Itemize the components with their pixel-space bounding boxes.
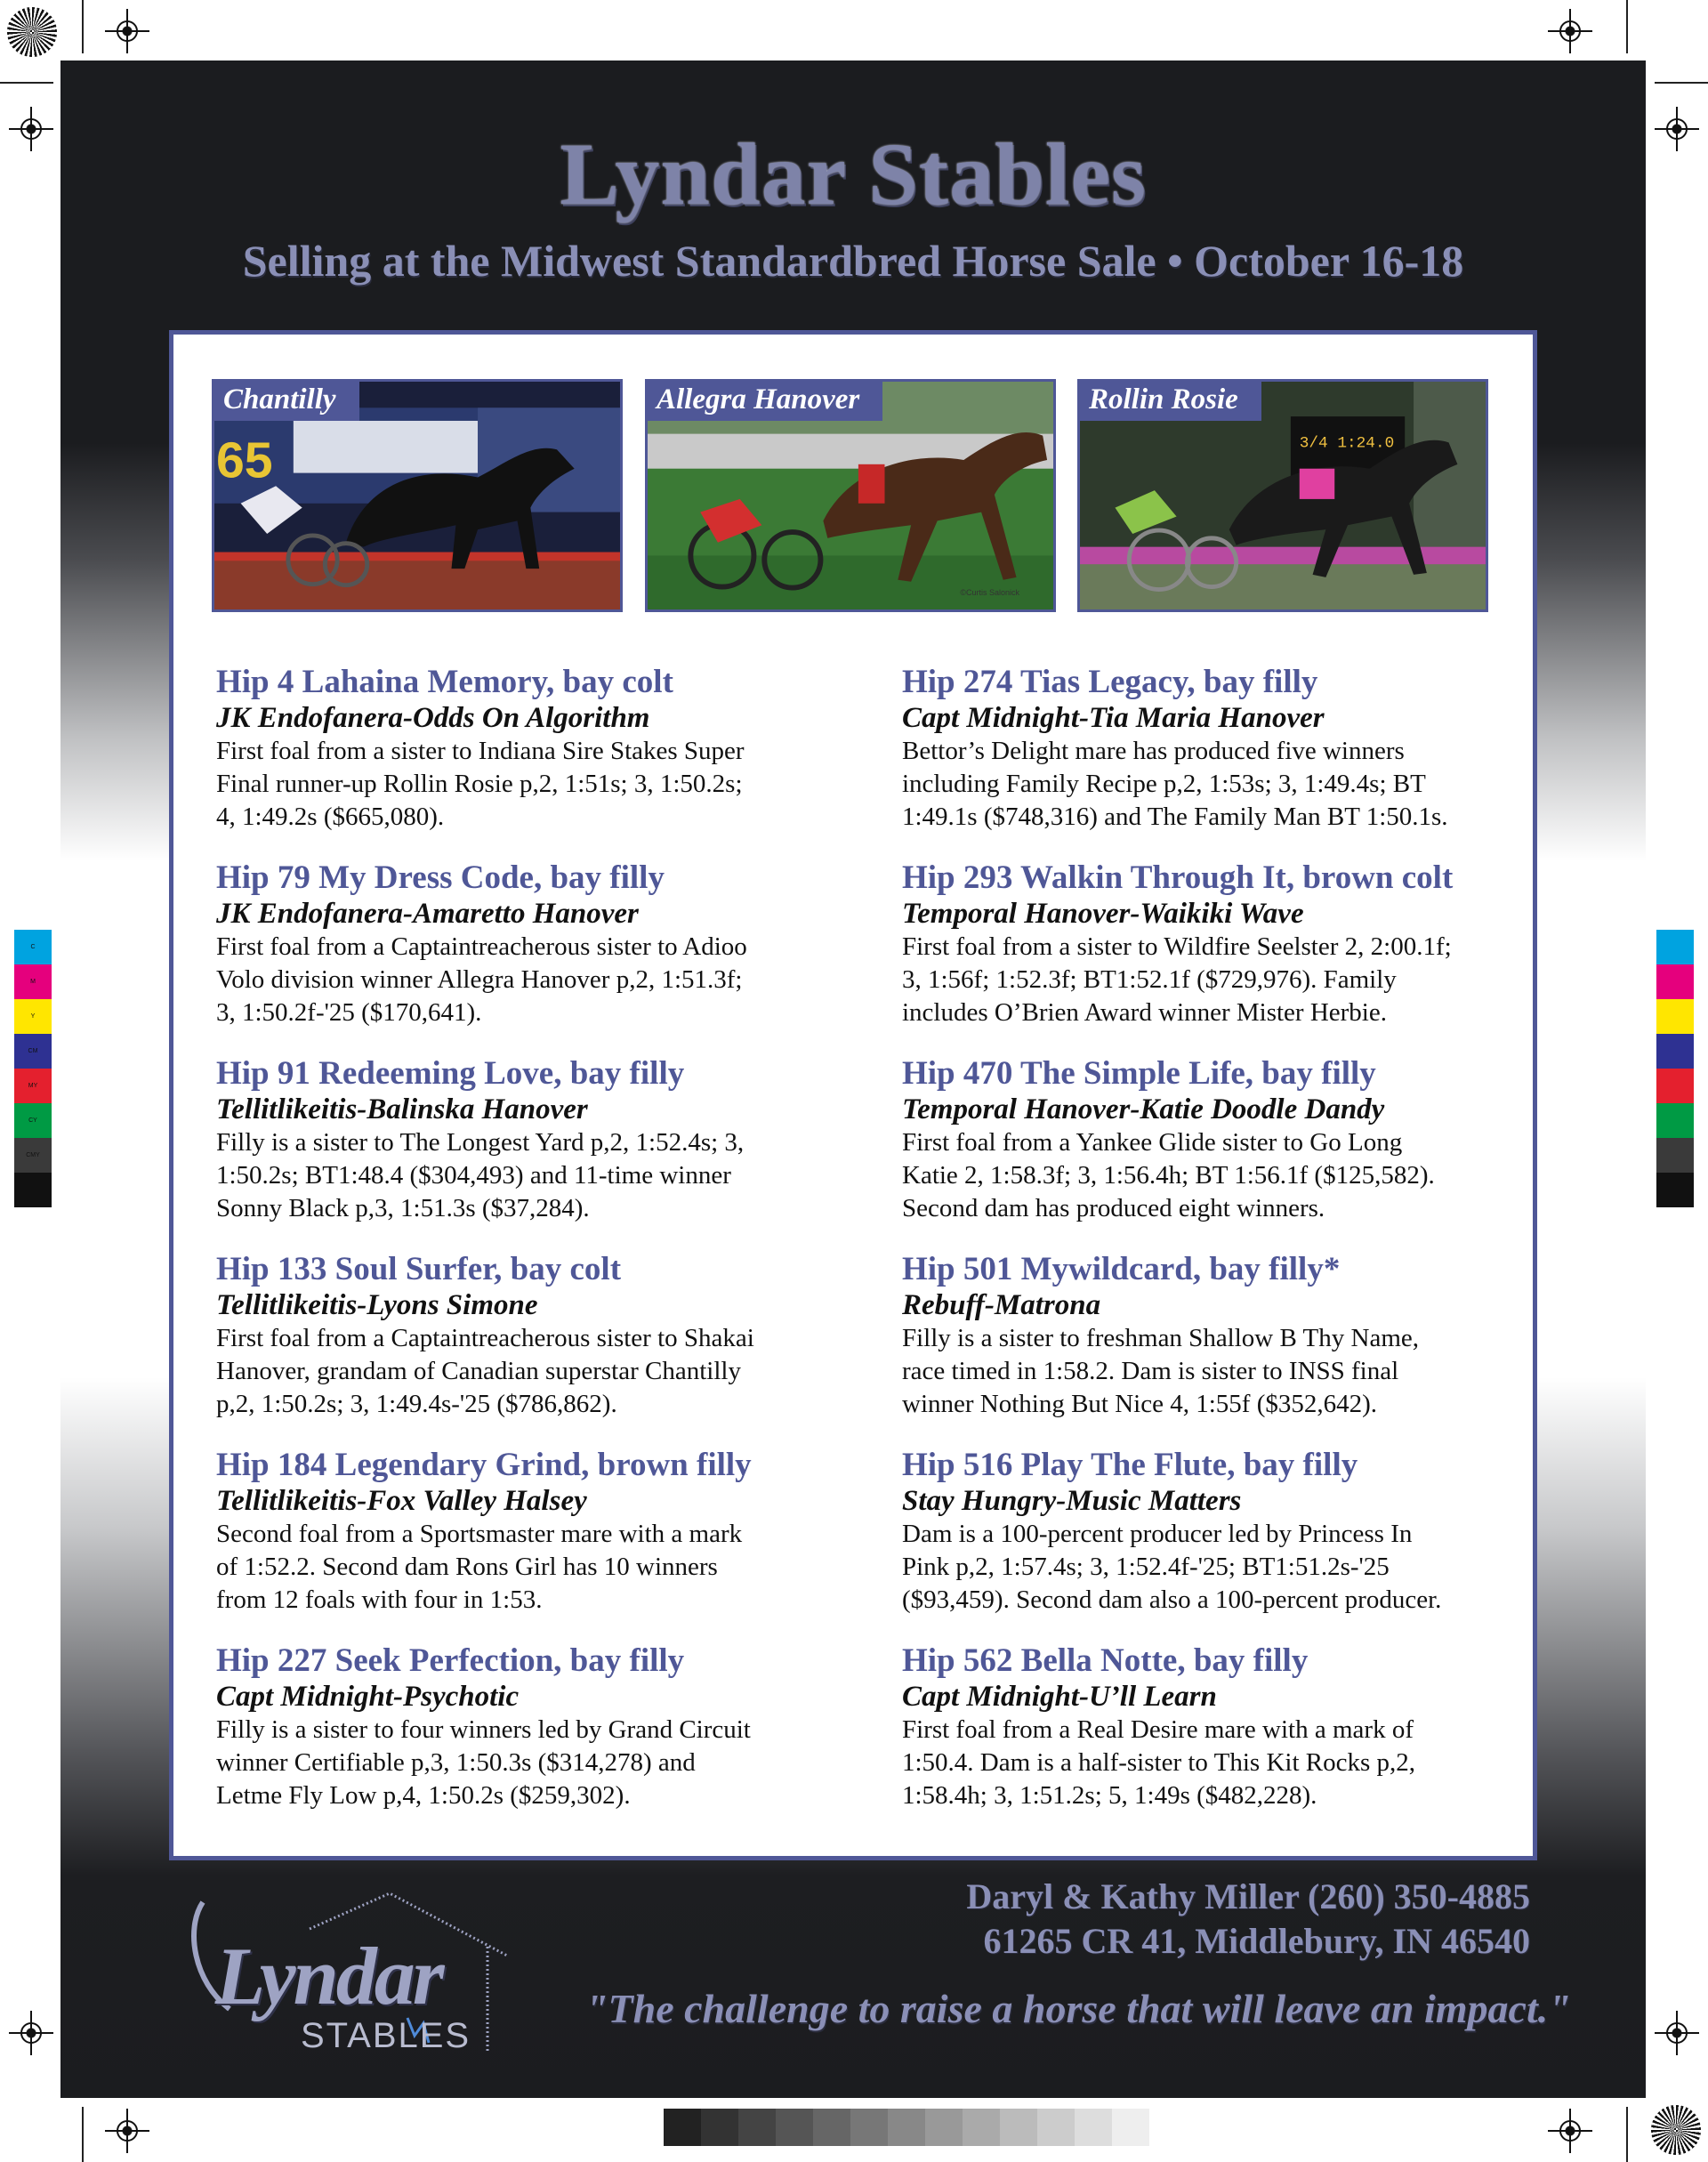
sale-entry <box>216 1251 830 1447</box>
logo-subtitle: STABLES <box>301 2016 471 2055</box>
color-patch: M <box>14 964 52 999</box>
entry-heading: Hip 184 Legendary Grind, brown filly <box>216 1447 752 1483</box>
gray-step <box>1037 2109 1075 2146</box>
color-patch: CMY <box>14 1138 52 1173</box>
entry-line: 1:50.4. Dam is a half-sister to This Kit Rocks p,2, <box>902 1748 1415 1777</box>
trim-line <box>1626 0 1628 53</box>
gray-step <box>664 2109 701 2146</box>
color-patch <box>1656 1069 1694 1103</box>
tagline: "The challenge to raise a horse that will leave an impact." <box>585 1986 1571 2031</box>
sale-entry <box>902 859 1516 1055</box>
entry-pedigree: JK Endofanera-Odds On Algorithm <box>216 702 650 734</box>
advertisement <box>60 61 1646 2098</box>
registration-mark <box>9 107 53 151</box>
entry-line: Volo division winner Allegra Hanover p,2, 1:51.3f; <box>216 965 743 994</box>
color-patch <box>14 1173 52 1207</box>
sale-entry <box>216 859 830 1055</box>
entry-line: 1:49.1s ($748,316) and The Family Man BT 1:50.1s. <box>902 803 1448 831</box>
trim-line <box>0 82 53 84</box>
entry-pedigree: Temporal Hanover-Waikiki Wave <box>902 898 1304 930</box>
color-patch: CY <box>14 1103 52 1138</box>
starburst-mark <box>1651 2105 1701 2155</box>
gray-step <box>925 2109 963 2146</box>
trim-line <box>1655 82 1708 84</box>
entry-line: Second dam has produced eight winners. <box>902 1194 1325 1222</box>
gray-step <box>888 2109 925 2146</box>
photo-allegra-hanover <box>645 379 1056 612</box>
entry-pedigree: JK Endofanera-Amaretto Hanover <box>216 898 639 930</box>
photo-caption: Chantilly <box>214 382 359 421</box>
color-patch <box>1656 999 1694 1034</box>
entry-line: Bettor’s Delight mare has produced five winners <box>902 737 1405 765</box>
entry-heading: Hip 133 Soul Surfer, bay colt <box>216 1251 622 1287</box>
entry-line: Hanover, grandam of Canadian superstar Chantilly <box>216 1357 741 1385</box>
gray-step <box>701 2109 738 2146</box>
contact-address: 61265 CR 41, Middlebury, IN 46540 <box>983 1921 1530 1961</box>
color-patch <box>1656 1173 1694 1207</box>
sale-entry <box>216 1642 830 1838</box>
gray-step <box>1112 2109 1149 2146</box>
entry-heading: Hip 227 Seek Perfection, bay filly <box>216 1642 685 1679</box>
gray-step <box>776 2109 813 2146</box>
sale-entry <box>216 664 830 859</box>
sale-entry <box>902 1447 1516 1642</box>
registration-mark <box>105 2109 149 2153</box>
entry-line: Filly is a sister to The Longest Yard p,2, 1:52.4s; 3, <box>216 1128 745 1157</box>
entry-line: Letme Fly Low p,4, 1:50.2s ($259,302). <box>216 1781 631 1810</box>
svg-text:3/4 1:24.0: 3/4 1:24.0 <box>1299 434 1395 453</box>
entry-line: including Family Recipe p,2, 1:53s; 3, 1:49.4s; BT <box>902 770 1426 798</box>
gray-step <box>813 2109 850 2146</box>
entry-heading: Hip 516 Play The Flute, bay filly <box>902 1447 1358 1483</box>
entry-line: First foal from a Real Desire mare with a mark of <box>902 1715 1414 1744</box>
entry-line: winner Certifiable p,3, 1:50.3s ($314,278) and <box>216 1748 696 1777</box>
entry-pedigree: Tellitlikeitis-Balinska Hanover <box>216 1093 588 1125</box>
color-patch <box>1656 964 1694 999</box>
page-title: Lyndar Stables <box>560 125 1147 223</box>
entry-line: of 1:52.2. Second dam Rons Girl has 10 winners <box>216 1553 718 1581</box>
sale-entry <box>902 1251 1516 1447</box>
entry-line: First foal from a Captaintreacherous sister to Shakai <box>216 1324 754 1352</box>
entry-pedigree: Capt Midnight-U’ll Learn <box>902 1681 1217 1713</box>
content-panel <box>169 330 1537 1860</box>
entry-line: includes O’Brien Award winner Mister Herbie. <box>902 998 1387 1027</box>
color-bar-right <box>1656 930 1694 1207</box>
entry-line: from 12 foals with four in 1:53. <box>216 1585 543 1614</box>
color-patch <box>1656 1103 1694 1138</box>
gray-step <box>963 2109 1000 2146</box>
color-patch: Y <box>14 999 52 1034</box>
page-subtitle: Selling at the Midwest Standardbred Horse Sale • October 16-18 <box>242 236 1464 286</box>
entry-heading: Hip 4 Lahaina Memory, bay colt <box>216 664 673 700</box>
entry-line: Final runner-up Rollin Rosie p,2, 1:51s; 3, 1:50.2s; <box>216 770 743 798</box>
photo-rollin-rosie <box>1077 379 1488 612</box>
entry-line: First foal from a Yankee Glide sister to Go Long <box>902 1128 1403 1157</box>
entry-line: 1:58.4h; 3, 1:51.2s; 5, 1:49s ($482,228). <box>902 1781 1317 1810</box>
gray-step <box>738 2109 776 2146</box>
entry-line: Filly is a sister to freshman Shallow B Thy Name, <box>902 1324 1420 1352</box>
gray-step-bar <box>664 2109 1149 2146</box>
entry-line: ($93,459). Second dam also a 100-percent producer. <box>902 1585 1442 1614</box>
entry-line: Katie 2, 1:58.3f; 3, 1:56.4h; BT 1:56.1f ($125,582). <box>902 1161 1435 1190</box>
registration-mark <box>1655 107 1699 151</box>
color-patch: MY <box>14 1069 52 1103</box>
gray-step <box>850 2109 888 2146</box>
sale-entry <box>902 1642 1516 1838</box>
contact-name-phone: Daryl & Kathy Miller (260) 350-4885 <box>966 1876 1530 1916</box>
entry-line: winner Nothing But Nice 4, 1:55f ($352,642). <box>902 1390 1378 1418</box>
sale-entry <box>216 1055 830 1251</box>
entry-line: Dam is a 100-percent producer led by Princess In <box>902 1520 1413 1548</box>
entry-line: Second foal from a Sportsmaster mare with a mark <box>216 1520 743 1548</box>
sale-entry <box>902 664 1516 859</box>
color-patch <box>1656 930 1694 964</box>
entry-heading: Hip 470 The Simple Life, bay filly <box>902 1055 1376 1092</box>
entry-heading: Hip 501 Mywildcard, bay filly* <box>902 1251 1341 1287</box>
photo-credit: ©Curtis Salonick <box>960 588 1019 597</box>
logo-wordmark: Lyndar <box>215 1931 442 2021</box>
entry-line: 3, 1:56f; 1:52.3f; BT1:52.1f ($729,976). Family <box>902 965 1397 994</box>
color-patch <box>1656 1034 1694 1069</box>
trim-line <box>82 2107 84 2162</box>
svg-text:65: 65 <box>215 432 273 489</box>
registration-mark <box>1548 2109 1592 2153</box>
registration-mark <box>1655 2011 1699 2055</box>
entry-pedigree: Stay Hungry-Music Matters <box>902 1485 1242 1517</box>
color-patch: C <box>14 930 52 964</box>
entry-pedigree: Tellitlikeitis-Lyons Simone <box>216 1289 538 1321</box>
entry-line: 4, 1:49.2s ($665,080). <box>216 803 445 831</box>
sale-entry <box>902 1055 1516 1251</box>
entry-heading: Hip 91 Redeeming Love, bay filly <box>216 1055 685 1092</box>
trim-line <box>82 0 84 53</box>
entry-pedigree: Rebuff-Matrona <box>902 1289 1101 1321</box>
entry-line: 1:50.2s; BT1:48.4 ($304,493) and 11-time winner <box>216 1161 731 1190</box>
color-bar-left <box>14 930 52 1207</box>
entry-heading: Hip 293 Walkin Through It, brown colt <box>902 859 1454 896</box>
photo-caption: Rollin Rosie <box>1080 382 1261 421</box>
registration-mark <box>9 2011 53 2055</box>
color-patch: CM <box>14 1034 52 1069</box>
entry-line: Filly is a sister to four winners led by Grand Circuit <box>216 1715 751 1744</box>
entry-line: First foal from a sister to Wildfire Seelster 2, 2:00.1f; <box>902 932 1452 961</box>
entry-pedigree: Tellitlikeitis-Fox Valley Halsey <box>216 1485 587 1517</box>
gray-step <box>1000 2109 1037 2146</box>
entry-pedigree: Temporal Hanover-Katie Doodle Dandy <box>902 1093 1385 1125</box>
entry-line: 3, 1:50.2f-'25 ($170,641). <box>216 998 482 1027</box>
entry-line: First foal from a sister to Indiana Sire Stakes Super <box>216 737 745 765</box>
sale-list-right <box>902 664 1516 1838</box>
entry-heading: Hip 274 Tias Legacy, bay filly <box>902 664 1318 700</box>
color-patch <box>1656 1138 1694 1173</box>
registration-mark <box>105 9 149 53</box>
entry-line: First foal from a Captaintreacherous sister to Adioo <box>216 932 747 961</box>
sale-entry <box>216 1447 830 1642</box>
entry-pedigree: Capt Midnight-Tia Maria Hanover <box>902 702 1325 734</box>
entry-heading: Hip 79 My Dress Code, bay filly <box>216 859 665 896</box>
entry-heading: Hip 562 Bella Notte, bay filly <box>902 1642 1309 1679</box>
lyndar-stables-logo <box>176 1876 514 2071</box>
photo-caption: Allegra Hanover <box>648 382 882 421</box>
starburst-mark <box>7 7 57 57</box>
trim-line <box>1626 2107 1628 2162</box>
entry-line: p,2, 1:50.2s; 3, 1:49.4s-'25 ($786,862). <box>216 1390 617 1418</box>
entry-line: race timed in 1:58.2. Dam is sister to INSS final <box>902 1357 1399 1385</box>
entry-pedigree: Capt Midnight-Psychotic <box>216 1681 520 1713</box>
photo-chantilly <box>212 379 623 612</box>
entry-line: Pink p,2, 1:57.4s; 3, 1:52.4f-'25; BT1:51.2s-'25 <box>902 1553 1390 1581</box>
gray-step <box>1075 2109 1112 2146</box>
entry-line: Sonny Black p,3, 1:51.3s ($37,284). <box>216 1194 590 1222</box>
registration-mark <box>1548 9 1592 53</box>
sale-list-left <box>216 664 830 1838</box>
